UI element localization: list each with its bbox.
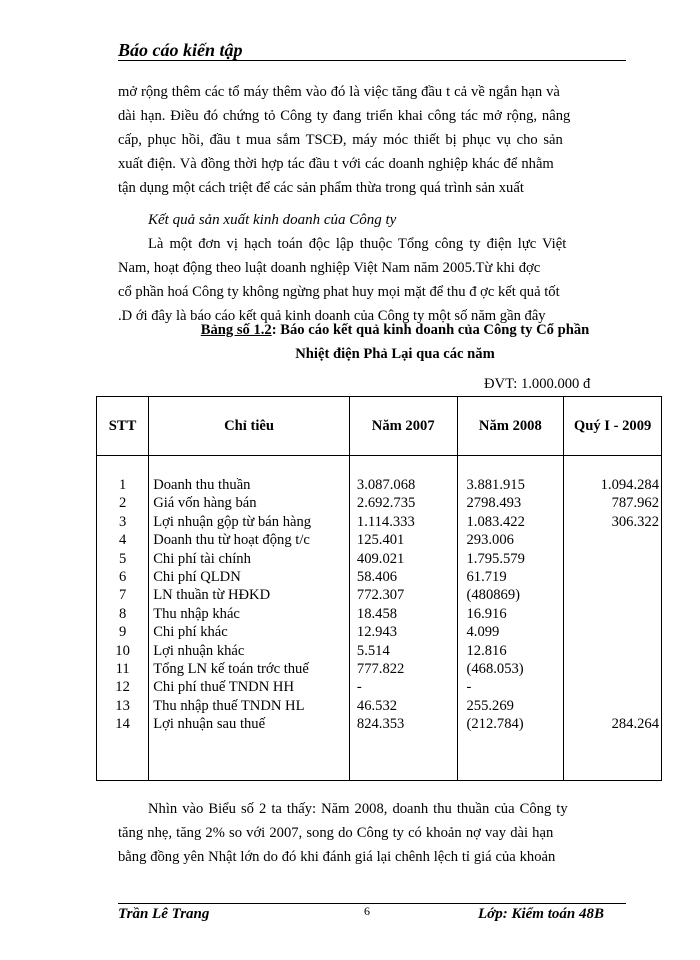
row-value-q1-2009: 306.322 — [611, 513, 659, 530]
row-stt: 14 — [115, 716, 130, 733]
row-value-2007: 409.021 — [356, 550, 405, 567]
row-value-q1-2009 — [564, 568, 661, 586]
header-year-2008: Năm 2008 — [457, 397, 564, 456]
row-value-q1-2009: 787.962 — [611, 495, 659, 512]
paragraph-analysis — [118, 797, 626, 869]
table-body-row — [97, 456, 662, 781]
unit-note: ĐVT: 1.000.000 đ — [484, 376, 591, 392]
row-value-2007: 1.114.333 — [356, 513, 415, 530]
row-value-2008: (480869) — [466, 587, 521, 604]
header-title: Báo cáo kiến tập — [118, 40, 243, 60]
row-indicator: Lợi nhuận khác — [153, 642, 245, 659]
row-indicator: Doanh thu thuần — [153, 477, 251, 493]
paragraph-line: tăng nhẹ, tăng 2% so với 2007, song do Công ty có khoản nợ vay dài hạn — [118, 825, 554, 841]
row-value-q1-2009 — [564, 678, 661, 696]
row-value-2008: 61.719 — [466, 568, 507, 585]
row-indicator: Chi phí thuế TNDN HH — [153, 679, 294, 696]
footer-author: Trần Lê Trang — [118, 906, 210, 922]
row-indicator: Chi phí tài chính — [153, 550, 251, 567]
paragraph-line: xuất điện. Và đồng thời hợp tác đầu t với các doanh nghiệp khác để nhằm — [118, 156, 554, 172]
row-indicator: Thu nhập khác — [153, 605, 240, 622]
row-value-2008: 1.795.579 — [466, 550, 525, 567]
row-value-q1-2009 — [564, 623, 661, 641]
paragraph-line: bằng đồng yên Nhật lớn do đó khi đánh giá lại chênh lệch tỉ giá của khoản — [118, 849, 556, 865]
paragraph-line: cấp, phục hồi, đầu t mua sắm TSCĐ, máy móc thiết bị phục vụ cho sản — [118, 132, 563, 148]
row-value-2007: 5.514 — [356, 642, 390, 659]
row-value-q1-2009 — [564, 586, 661, 604]
row-stt: 13 — [115, 697, 130, 714]
page-number: 6 — [364, 904, 370, 918]
row-stt: 7 — [118, 587, 127, 604]
paragraph-company-intro — [118, 232, 626, 328]
table-caption-label: Bảng số 1.2 — [200, 322, 272, 338]
row-value-2007: 46.532 — [356, 697, 398, 714]
row-value-2008: 4.099 — [466, 624, 500, 641]
table-caption-line1 — [160, 318, 630, 342]
row-stt: 10 — [115, 642, 130, 659]
row-stt: 2 — [118, 495, 127, 512]
paragraph-line: Nhìn vào Biểu số 2 ta thấy: Năm 2008, doanh thu thuần của Công ty — [148, 801, 568, 817]
row-value-2007: 3.087.068 — [356, 477, 416, 493]
paragraph-line: tận dụng một cách triệt để các sản phẩm thừa trong quá trình sản xuất — [118, 180, 524, 196]
row-stt: 6 — [118, 568, 127, 585]
row-indicator: LN thuần từ HĐKD — [153, 587, 271, 604]
row-value-2007: 58.406 — [356, 568, 398, 585]
paragraph-line: mở rộng thêm các tổ máy thêm vào đó là việc tăng đầu t cả về ngắn hạn và — [118, 84, 560, 100]
row-value-q1-2009: 284.264 — [611, 716, 659, 733]
row-value-2007: - — [356, 679, 362, 696]
income-statement-table — [96, 396, 662, 781]
row-indicator: Chi phí khác — [153, 624, 228, 641]
column-stt — [97, 456, 149, 781]
row-stt: 5 — [118, 550, 127, 567]
row-value-2007: 18.458 — [356, 605, 398, 622]
paragraph-line: cổ phần hoá Công ty không ngừng phat huy mọi mặt để thu đ ợc kết quả tốt — [118, 284, 560, 300]
row-value-q1-2009 — [564, 642, 661, 660]
paragraph-line: .D ới đây là báo cáo kết quả kinh doanh của Công ty một số năm gần đây — [118, 308, 546, 324]
row-stt: 4 — [118, 532, 127, 549]
column-indicator — [149, 456, 350, 781]
header-indicator: Chỉ tiêu — [149, 397, 350, 456]
row-value-2008: 16.916 — [466, 605, 507, 622]
row-value-2008: - — [466, 679, 472, 696]
row-value-2008: 293.006 — [466, 532, 514, 549]
column-year-2007 — [349, 456, 457, 781]
row-value-2007: 777.822 — [356, 660, 405, 677]
row-value-2008: (468.053) — [466, 660, 524, 677]
table-caption-title: : Báo cáo kết quả kinh doanh của Công ty Cổ phần — [271, 322, 590, 338]
row-value-2007: 772.307 — [356, 587, 405, 604]
row-stt: 9 — [118, 624, 127, 641]
row-value-2007: 824.353 — [356, 716, 405, 733]
row-stt: 3 — [118, 513, 127, 530]
row-value-2008: 2798.493 — [466, 495, 522, 512]
row-value-2008: 1.083.422 — [466, 513, 525, 530]
column-year-2008 — [457, 456, 564, 781]
table-header-row — [97, 397, 662, 456]
footer-class: Lớp: Kiểm toán 48B — [478, 906, 604, 922]
header-q1-2009: Quý I - 2009 — [564, 397, 662, 456]
row-value-2007: 12.943 — [356, 624, 398, 641]
paragraph-line: dài hạn. Điều đó chứng tỏ Công ty đang triển khai công tác mở rộng, nâng — [118, 108, 571, 124]
row-value-q1-2009 — [564, 605, 661, 623]
paragraph-line: Là một đơn vị hạch toán độc lập thuộc Tổng công ty điện lực Việt — [148, 236, 567, 252]
row-value-q1-2009 — [564, 531, 661, 549]
paragraph-line: Nam, hoạt động theo luật doanh nghiệp Việt Nam năm 2005.Từ khi đợc — [118, 260, 541, 276]
row-indicator: Giá vốn hàng bán — [153, 495, 257, 512]
row-stt: 11 — [115, 660, 130, 677]
row-value-2007: 125.401 — [356, 532, 405, 549]
footer-divider — [118, 903, 626, 904]
row-value-q1-2009 — [564, 550, 661, 568]
row-value-2008: (212.784) — [466, 716, 524, 733]
row-value-2008: 255.269 — [466, 697, 514, 714]
row-value-2008: 12.816 — [466, 642, 507, 659]
section-heading: Kết quả sản xuất kinh doanh của Công ty — [148, 212, 397, 228]
row-value-2008: 3.881.915 — [466, 477, 525, 493]
row-indicator: Doanh thu từ hoạt động t/c — [153, 532, 310, 549]
header-stt: STT — [97, 397, 149, 456]
row-value-q1-2009 — [564, 660, 661, 678]
table-caption-line2: Nhiệt điện Phả Lại qua các năm — [295, 346, 495, 362]
row-indicator: Thu nhập thuế TNDN HL — [153, 697, 305, 714]
row-indicator: Lợi nhuận sau thuế — [153, 716, 266, 733]
row-value-q1-2009 — [564, 697, 661, 715]
row-value-2007: 2.692.735 — [356, 495, 416, 512]
row-stt: 1 — [118, 477, 127, 493]
row-indicator: Chi phí QLDN — [153, 568, 241, 585]
table-caption — [160, 318, 630, 366]
header-year-2007: Năm 2007 — [349, 397, 457, 456]
row-value-q1-2009: 1.094.284 — [600, 477, 659, 493]
row-indicator: Lợi nhuận gộp từ bán hàng — [153, 513, 312, 530]
column-q1-2009 — [564, 456, 662, 781]
paragraph-expansion — [118, 80, 626, 200]
row-stt: 8 — [118, 605, 127, 622]
header-divider — [118, 60, 626, 61]
row-indicator: Tổng LN kế toán trớc thuế — [153, 660, 309, 677]
row-stt: 12 — [115, 679, 130, 696]
